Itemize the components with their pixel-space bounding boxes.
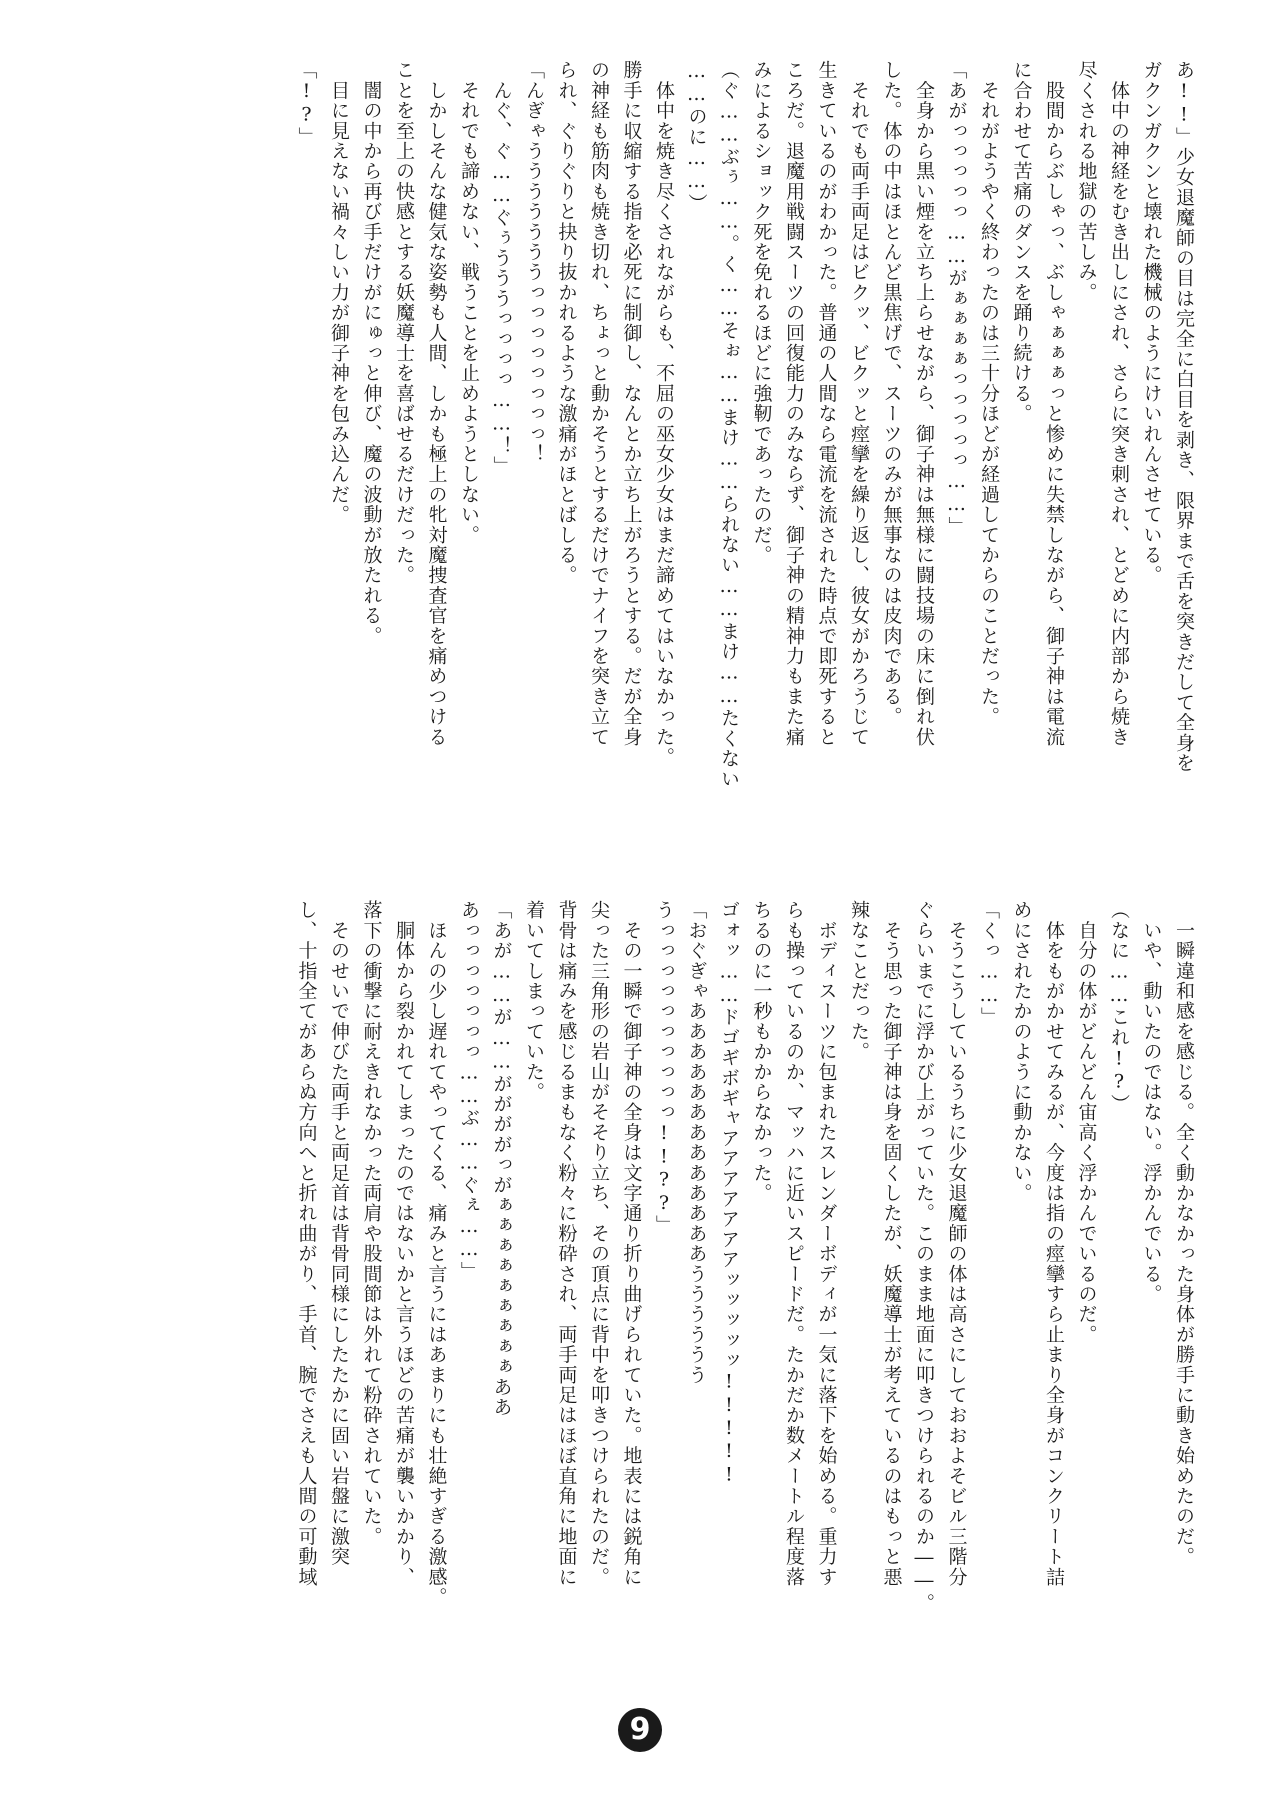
- text-line: そうこうしているうちに少女退魔師の体は高さにしておおよそビル三階分: [945, 900, 968, 1587]
- text-line: に合わせて苦痛のダンスを踊り続ける。: [1010, 60, 1033, 424]
- text-line: 勝手に収縮する指を必死に制御し、なんとか立ち上がろうとする。だが全身: [620, 60, 643, 747]
- text-line: ……のに……）: [685, 60, 708, 214]
- text-line: 目に見えない禍々しい力が御子神を包み込んだ。: [328, 60, 350, 525]
- text-line: 「おぐぎゃあああああああああああああうううううう: [685, 900, 708, 1385]
- text-line: 「あがっっっっっ……がぁぁぁぁっっっっっ……」: [945, 60, 968, 537]
- text-line: ボディスーツに包まれたスレンダーボディが一気に落下を始める。重力す: [815, 900, 838, 1587]
- text-line: 一瞬違和感を感じる。全く動かなかった身体が勝手に動き始めたのだ。: [1173, 900, 1195, 1567]
- text-line: ころだ。退魔用戦闘スーツの回復能力のみならず、御子神の精神力もまた痛: [783, 60, 805, 747]
- text-line: ゴォッ……ドゴギボギャアアアアアアアッッッッッ!!!!!: [718, 900, 740, 1487]
- text-line: それでも諦めない、戦うことを止めようとしない。: [458, 60, 480, 545]
- text-line: した。体の中はほとんど黒焦げで、スーツのみが無事なのは皮肉である。: [880, 60, 903, 727]
- text-line: 尽くされる地獄の苦しみ。: [1075, 60, 1098, 303]
- text-line: んぐ、ぐ……ぐぅうううっっっっ……！」: [490, 60, 513, 476]
- text-line: それでも両手両足はビクッ、ビクッと痙攣を繰り返し、彼女がかろうじて: [848, 60, 870, 747]
- text-line: （なに……これ!?）: [1108, 900, 1130, 1114]
- text-line: 体中の神経をむき出しにされ、さらに突き刺され、とどめに内部から焼き: [1108, 60, 1130, 747]
- text-line: あっっっっっっっ……ぶ……ぐぇ……」: [458, 900, 480, 1282]
- text-line: 「!?」: [295, 60, 318, 147]
- text-line: そのせいで伸びた両手と両足首は背骨同様にしたたかに固い岩盤に激突: [328, 900, 350, 1567]
- text-line: ぐらいまでに浮かび上がっていた。このまま地面に叩きつけられるのか――。: [913, 900, 935, 1613]
- text-line: ほんの少し遅れてやってくる、痛みと言うにはあまりにも壮絶すぎる激感。: [425, 900, 448, 1607]
- text-line: 体をもがかせてみるが、今度は指の痙攣すら止まり全身がコンクリート詰: [1043, 900, 1065, 1587]
- page-number-badge: 9: [618, 1708, 662, 1752]
- text-line: いや、動いたのではない。浮かんでいる。: [1140, 900, 1163, 1304]
- text-line: 着いてしまっていた。: [523, 900, 545, 1102]
- text-line: しかしそんな健気な姿勢も人間、しかも極上の牝対魔捜査官を痛めつける: [425, 60, 448, 747]
- text-line: ちるのに一秒もかからなかった。: [750, 900, 773, 1203]
- text-line: 生きているのがわかった。普通の人間なら電流を流された時点で即死すると: [815, 60, 838, 747]
- text-line: 胴体から裂かれてしまったのではないかと言うほどの苦痛が襲いかかり、: [393, 900, 415, 1587]
- text-line: し、十指全てがあらぬ方向へと折れ曲がり、手首、腕でさえも人間の可動域: [295, 900, 318, 1587]
- text-block-top: [90, 60, 1200, 830]
- text-line: ガクンガクンと壊れた機械のようにけいれんさせている。: [1140, 60, 1163, 586]
- text-line: ことを至上の快感とする妖魔導士を喜ばせるだけだった。: [393, 60, 415, 586]
- text-line: 背骨は痛みを感じるまもなく粉々に粉砕され、両手両足はほぼ直角に地面に: [555, 900, 578, 1587]
- text-line: その一瞬で御子神の全身は文字通り折り曲げられていた。地表には鋭角に: [620, 900, 643, 1587]
- text-line: 体中を焼き尽くされながらも、不屈の巫女少女はまだ諦めてはいなかった。: [653, 60, 675, 767]
- text-line: 全身から黒い煙を立ち上らせながら、御子神は無様に闘技場の床に倒れ伏: [913, 60, 935, 747]
- text-line: そう思った御子神は身を固くしたが、妖魔導士が考えているのはもっと悪: [880, 900, 903, 1587]
- text-line: うっっっっっっっっっっ!!??」: [653, 900, 675, 1236]
- text-line: 落下の衝撃に耐えきれなかった両肩や股間節は外れて粉砕されていた。: [360, 900, 383, 1547]
- text-line: 辣なことだった。: [848, 900, 870, 1062]
- text-line: あ!!」少女退魔師の目は完全に白目を剥き、限界まで舌を突きだして全身を: [1173, 60, 1195, 773]
- text-line: られ、ぐりぐりと抉り抜かれるような激痛がほとばしる。: [555, 60, 578, 586]
- text-line: 自分の体がどんどん宙高く浮かんでいるのだ。: [1075, 900, 1098, 1345]
- text-line: 股間からぶしゃっ、ぶしゃぁぁぁっと惨めに失禁しながら、御子神は電流: [1043, 60, 1065, 747]
- text-line: （ぐ……ぶぅ……。く……そぉ……まけ……られない……まけ……たくない: [718, 60, 740, 789]
- text-line: みによるショック死を免れるほどに強靭であったのだ。: [750, 60, 773, 565]
- text-line: めにされたかのように動かない。: [1010, 900, 1033, 1203]
- text-line: らも操っているのか、マッハに近いスピードだ。たかだか数メートル程度落: [783, 900, 805, 1587]
- text-line: の神経も筋肉も焼き切れ、ちょっと動かそうとするだけでナイフを突き立て: [588, 60, 610, 747]
- text-line: 尖った三角形の岩山がそそり立ち、その頂点に背中を叩きつけられたのだ。: [588, 900, 610, 1587]
- text-line: 「んぎゃうううううううっっっっっっっっ！: [523, 60, 545, 464]
- text-line: 「くっ……」: [978, 900, 1000, 1028]
- text-line: 「あが……が……ががががっがぁぁぁぁぁぁぁぁぁああ: [490, 900, 513, 1417]
- text-line: 闇の中から再び手だけがにゅっと伸び、魔の波動が放たれる。: [360, 60, 383, 646]
- text-line: それがようやく終わったのは三十分ほどが経過してからのことだった。: [978, 60, 1000, 727]
- text-block-bottom: [90, 900, 1200, 1660]
